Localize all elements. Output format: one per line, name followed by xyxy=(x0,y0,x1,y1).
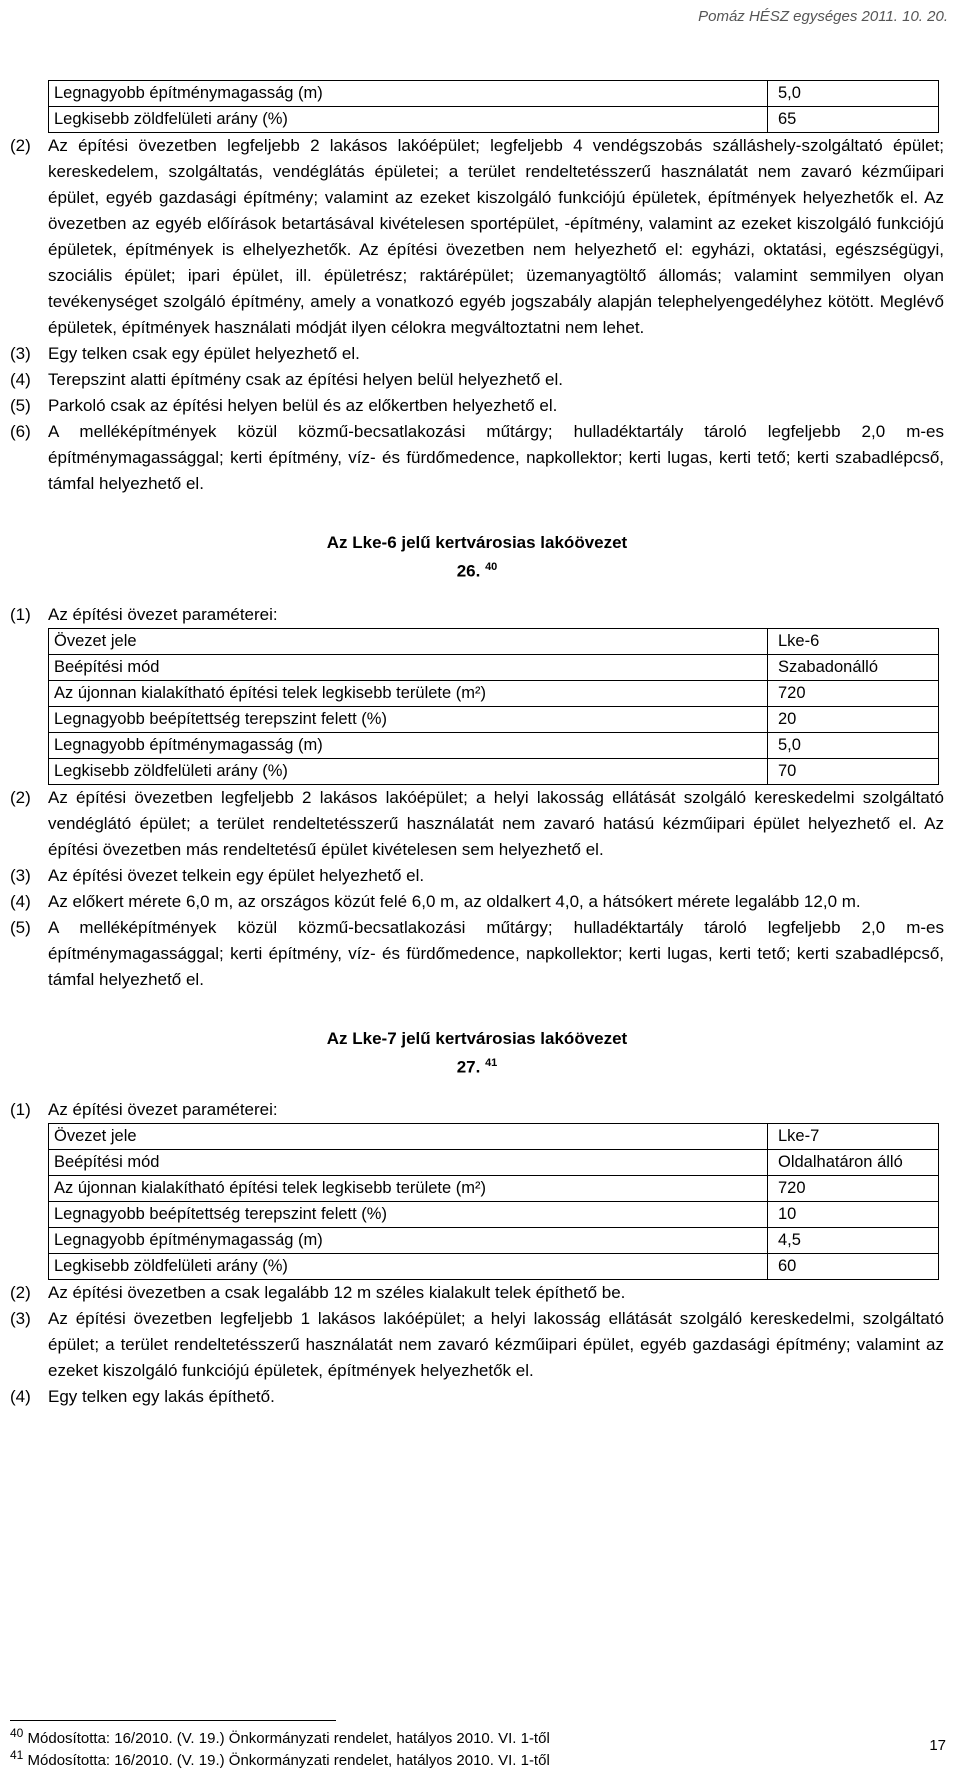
paragraph xyxy=(10,889,944,915)
param-label: Legnagyobb építménymagasság (m) xyxy=(49,81,768,107)
paragraph-text: Az építési övezetben legfeljebb 2 lakásos lakóépület; legfeljebb 4 vendégszobás szálláshely-szolgáltató épület; kereskedelem, szolgáltatás, vendéglátás épületei; a terület rendeltetésszerű használatát nem zavaró kézműipari épület, egyéb gazdasági építmény; valamint az ezeket kiszolgáló funkciójú épületek, építmények helyezhetők el. Az övezetben az egyéb előírások betartásával kivételesen sportépület, -építmény, valamint az ezeket kiszolgáló funkciójú épületek, építmények is elhelyezhetők. Az építési övezetben nem helyezhető el: egyházi, oktatási, egészségügyi, szociális épület; ipari épület, ill. épületrész; raktárépület; üzemanyagtöltő állomás; valamint semmilyen olyan tevékenységet szolgáló építmény, amely a vonatkozó egyéb jogszabály alapján telephelyengedélyhez kötött. Meglévő épületek, építmények használati módját ilyen célokra megváltoztatni nem lehet. xyxy=(48,136,944,337)
paragraph xyxy=(10,1306,944,1384)
table-row xyxy=(49,1202,939,1228)
param-label: Beépítési mód xyxy=(49,654,768,680)
page-number: 17 xyxy=(929,1737,946,1754)
paragraph xyxy=(10,133,944,341)
paragraph-number: (1) xyxy=(10,1100,31,1120)
paragraph-number: (4) xyxy=(10,370,31,389)
param-value: 70 xyxy=(768,758,939,784)
paragraph xyxy=(10,1097,944,1123)
param-label: Övezet jele xyxy=(49,628,768,654)
paragraph xyxy=(10,367,944,393)
param-value: 720 xyxy=(768,1176,939,1202)
section-title: Az Lke-6 jelű kertvárosias lakóövezet xyxy=(326,533,628,552)
table-row xyxy=(49,1176,939,1202)
table-row xyxy=(49,758,939,784)
section-number xyxy=(10,1051,944,1080)
paragraph-text: Az építési övezetben legfeljebb 1 lakásos lakóépület; a helyi lakosság ellátását szolgáló kereskedelmi, szolgáltató épület; a terület rendeltetésszerű használatát nem zavaró kézműipari épület, egyéb gazdasági építmény; valamint az ezeket kiszolgáló funkciójú épületek, építmények helyezhetők el. xyxy=(48,1309,944,1381)
param-value: 5,0 xyxy=(768,81,939,107)
footnote-ref[interactable]: 40 xyxy=(485,561,498,573)
param-value: 10 xyxy=(768,1202,939,1228)
section-num: 26. xyxy=(456,561,481,581)
footnote xyxy=(10,1748,550,1769)
paragraph xyxy=(10,1280,944,1306)
paragraph xyxy=(10,419,944,497)
table-row xyxy=(49,81,939,107)
footnote-number: 40 xyxy=(10,1726,24,1740)
param-value: 4,5 xyxy=(768,1228,939,1254)
paragraph-text: Az építési övezet paraméterei: xyxy=(48,1100,278,1120)
section-number xyxy=(10,555,944,584)
footnote-divider xyxy=(10,1720,336,1721)
param-label: Legkisebb zöldfelületi arány (%) xyxy=(49,107,768,133)
param-value: Szabadonálló xyxy=(768,654,939,680)
param-label: Legnagyobb beépítettség terepszint felett (%) xyxy=(49,706,768,732)
section-heading xyxy=(10,1027,944,1080)
param-label: Az újonnan kialakítható építési telek legkisebb területe (m²) xyxy=(49,680,768,706)
param-label: Legnagyobb beépítettség terepszint felett (%) xyxy=(49,1202,768,1228)
paragraph-number: (2) xyxy=(10,136,31,155)
param-value: 720 xyxy=(768,680,939,706)
paragraph-text: Parkoló csak az építési helyen belül és az előkertben helyezhető el. xyxy=(48,396,558,415)
param-label: Legkisebb zöldfelületi arány (%) xyxy=(49,758,768,784)
footnote-text: Módosította: 16/2010. (V. 19.) Önkormányzati rendelet, hatályos 2010. VI. 1-től xyxy=(27,1752,550,1769)
params-table-prev xyxy=(48,80,939,133)
paragraph-number: (4) xyxy=(10,891,31,911)
param-value: 60 xyxy=(768,1254,939,1280)
table-row xyxy=(49,107,939,133)
section-title: Az Lke-7 jelű kertvárosias lakóövezet xyxy=(326,1028,628,1048)
param-label: Övezet jele xyxy=(49,1124,768,1150)
footnote-number: 41 xyxy=(10,1748,24,1762)
section-heading xyxy=(10,531,944,584)
param-value: Oldalhatáron álló xyxy=(768,1150,939,1176)
page-header: Pomáz HÉSZ egységes 2011. 10. 20. xyxy=(698,8,948,25)
paragraph-text: Az építési övezet telkein egy épület helyezhető el. xyxy=(48,865,425,885)
document-body xyxy=(10,80,944,1410)
footnote xyxy=(10,1726,550,1747)
footnote-ref[interactable]: 41 xyxy=(485,1056,498,1069)
paragraph xyxy=(10,915,944,993)
paragraph-number: (3) xyxy=(10,1309,31,1329)
table-row xyxy=(49,1150,939,1176)
section-num: 27. xyxy=(456,1057,481,1077)
params-table-lke7 xyxy=(48,1123,939,1280)
paragraph-number: (1) xyxy=(10,604,31,624)
paragraph xyxy=(10,1384,944,1410)
table-row xyxy=(49,1124,939,1150)
paragraph xyxy=(10,393,944,419)
table-row xyxy=(49,654,939,680)
paragraph-text: Az előkert mérete 6,0 m, az országos közút felé 6,0 m, az oldalkert 4,0, a hátsókert mérete legalább 12,0 m. xyxy=(48,891,861,911)
param-label: Legkisebb zöldfelületi arány (%) xyxy=(49,1254,768,1280)
param-value: Lke-7 xyxy=(768,1124,939,1150)
paragraph-number: (3) xyxy=(10,865,31,885)
paragraph xyxy=(10,863,944,889)
paragraph-text: Az építési övezet paraméterei: xyxy=(48,604,278,624)
paragraph-number: (5) xyxy=(10,396,31,415)
paragraph-number: (6) xyxy=(10,422,31,441)
param-value: 20 xyxy=(768,706,939,732)
table-row xyxy=(49,628,939,654)
paragraph-number: (2) xyxy=(10,787,31,807)
param-label: Legnagyobb építménymagasság (m) xyxy=(49,1228,768,1254)
paragraph-text: A melléképítmények közül közmű-becsatlakozási műtárgy; hulladéktartály tároló legfeljebb 2,0 m-es építménymagassággal; kerti építmény, víz- és fürdőmedence, napkollektor; kerti lugas, kerti tető; kerti szabadlépcső, támfal helyezhető el. xyxy=(48,917,944,989)
table-row xyxy=(49,732,939,758)
table-row xyxy=(49,706,939,732)
param-value: 5,0 xyxy=(768,732,939,758)
table-row xyxy=(49,1254,939,1280)
param-label: Az újonnan kialakítható építési telek legkisebb területe (m²) xyxy=(49,1176,768,1202)
paragraph-number: (4) xyxy=(10,1387,31,1407)
param-value: 65 xyxy=(768,107,939,133)
paragraph-number: (5) xyxy=(10,917,31,937)
param-value: Lke-6 xyxy=(768,628,939,654)
table-row xyxy=(49,680,939,706)
paragraph-text: Az építési övezetben a csak legalább 12 m széles kialakult telek építhető be. xyxy=(48,1283,626,1303)
paragraph xyxy=(10,341,944,367)
paragraph-text: Egy telken csak egy épület helyezhető el. xyxy=(48,344,360,363)
paragraph xyxy=(10,785,944,863)
paragraph-text: A melléképítmények közül közmű-becsatlakozási műtárgy; hulladéktartály tároló legfeljebb 2,0 m-es építménymagassággal; kerti építmény, víz- és fürdőmedence, napkollektor; kerti lugas, kerti tető; kerti szabadlépcső, támfal helyezhető el. xyxy=(48,422,944,493)
footnote-text: Módosította: 16/2010. (V. 19.) Önkormányzati rendelet, hatályos 2010. VI. 1-től xyxy=(27,1730,550,1747)
paragraph-number: (2) xyxy=(10,1283,31,1303)
param-label: Beépítési mód xyxy=(49,1150,768,1176)
params-table-lke6 xyxy=(48,628,939,785)
param-label: Legnagyobb építménymagasság (m) xyxy=(49,732,768,758)
paragraph-number: (3) xyxy=(10,344,31,363)
paragraph xyxy=(10,602,944,628)
table-row xyxy=(49,1228,939,1254)
paragraph-text: Egy telken egy lakás építhető. xyxy=(48,1387,275,1407)
paragraph-text: Terepszint alatti építmény csak az építési helyen belül helyezhető el. xyxy=(48,370,564,389)
paragraph-text: Az építési övezetben legfeljebb 2 lakásos lakóépület; a helyi lakosság ellátását szolgáló kereskedelmi szolgáltató vendéglátó épület; a terület rendeltetésszerű használatát nem zavaró hatású kézműipari épület helyezhető el. Az építési övezetben más rendeltetésű épület kivételesen sem helyezhető el. xyxy=(48,787,944,859)
